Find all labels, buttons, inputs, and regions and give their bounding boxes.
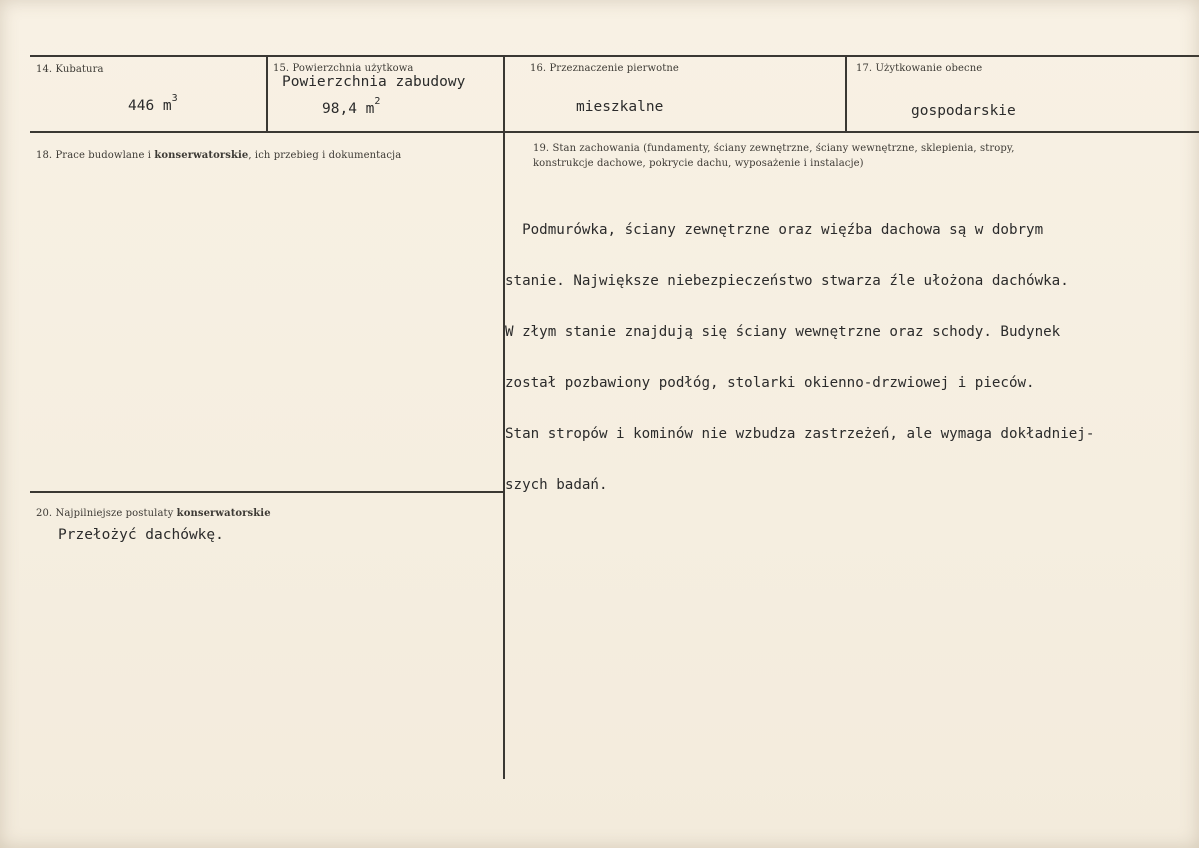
field-14-value: 446 $m^3$ xyxy=(128,93,178,114)
field-15-value-line2: 98,4 $m^2$ xyxy=(322,96,381,117)
field-19-line-5: Stan stropów i kominów nie wzbudza zastrzeżeń, ale wymaga dokładniej- xyxy=(505,426,1095,442)
field-19-line-6: szych badań. xyxy=(505,477,608,493)
field-18-label: 18. Prace budowlane i konserwatorskie, ich przebieg i dokumentacja xyxy=(36,150,402,161)
field-14-label: 14. Kubatura xyxy=(36,64,104,75)
field-19-text xyxy=(505,188,1094,528)
top-rule xyxy=(30,55,1199,57)
row-divider-1 xyxy=(30,131,1199,133)
col-divider-14-15 xyxy=(266,55,268,132)
field-20-value: Przełożyć dachówkę. xyxy=(58,527,224,543)
field-19-label-line2: konstrukcje dachowe, pokrycie dachu, wyposażenie i instalacje) xyxy=(533,158,864,169)
field-15-label: 15. Powierzchnia użytkowa xyxy=(273,63,414,74)
field-19-line-4: został pozbawiony podłóg, stolarki okienno-drzwiowej i pieców. xyxy=(505,375,1035,391)
col-divider-16-17 xyxy=(845,55,847,132)
field-17-label: 17. Użytkowanie obecne xyxy=(856,63,983,74)
field-19-label-line1: 19. Stan zachowania (fundamenty, ściany zewnętrzne, ściany wewnętrzne, sklepienia, stropy, xyxy=(533,143,1015,154)
field-16-label: 16. Przeznaczenie pierwotne xyxy=(530,63,679,74)
field-19-line-2: stanie. Największe niebezpieczeństwo stwarza źle ułożona dachówka. xyxy=(505,273,1069,289)
row-divider-2 xyxy=(30,491,503,493)
field-20-label: 20. Najpilniejsze postulaty konserwatorskie xyxy=(36,508,271,519)
field-19-line-1: Podmurówka, ściany zewnętrzne oraz więźba dachowa są w dobrym xyxy=(505,222,1044,238)
field-17-value: gospodarskie xyxy=(911,103,1016,119)
field-16-value: mieszkalne xyxy=(576,99,664,115)
field-15-value-line1: Powierzchnia zabudowy xyxy=(282,74,466,90)
field-19-line-3: W złym stanie znajdują się ściany wewnętrzne oraz schody. Budynek xyxy=(505,324,1061,340)
